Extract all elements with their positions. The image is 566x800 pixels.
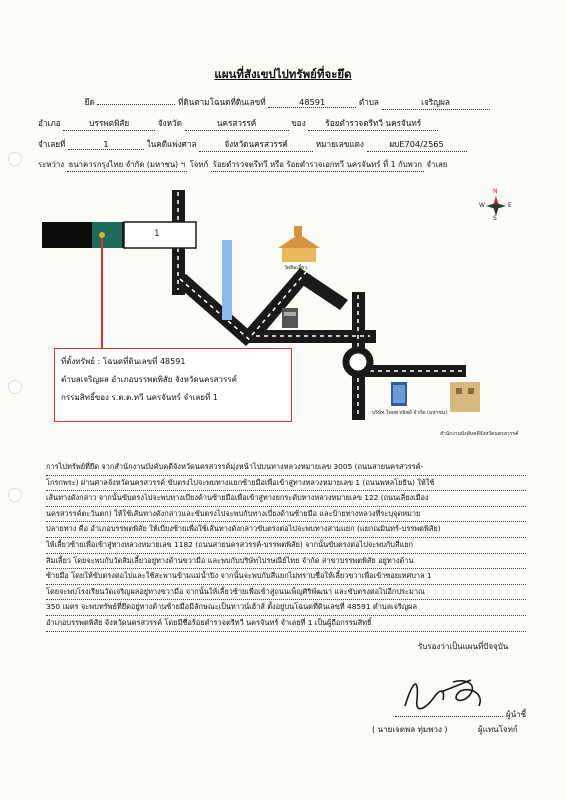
defendant-number: 1 bbox=[68, 139, 144, 150]
amphoe-label: อำเภอ bbox=[38, 118, 61, 128]
province-value: นครสวรรค์ bbox=[185, 117, 289, 131]
directions-line: ให้เลี้ยวซ้ายเพื่อเข้าสู่ทางหลวงหมายเลข 1182 (ถนนสายนครสวรรค์-บรรพตพิสัย) จากนั้นขับตรงต่อไปจะพบกับสี่แยก bbox=[46, 538, 526, 554]
province-label: จังหวัด bbox=[157, 118, 182, 128]
directions-text bbox=[46, 460, 526, 632]
directions-line: โกรกพระ) ผ่านศาลจังหวัดนครสวรรค์ ขับตรงไปจะพบทางแยกซ้ายมือเพื่อเข้าสู่ทางหลวงหมายเลข 1 (ถนนพหลโยธิน) ให้ใช้ bbox=[46, 476, 526, 492]
road-marker-white bbox=[124, 222, 196, 248]
company-label: บริษัท ไทยพาณิชย์ จำกัด (มหาชน) bbox=[372, 410, 448, 416]
plaintiff-suffix: โจทก์ bbox=[189, 160, 209, 169]
tambon-label: ตำบล bbox=[358, 97, 379, 107]
court-value: จังหวัดนครสวรรค์ bbox=[199, 138, 313, 152]
directions-line: การไปทรัพย์ที่ยึด จากสำนักงานบังคับคดีจังหวัดนครสวรรค์มุ่งหน้าไปบนทางหลวงหมายเลข 3005 (ถนนสายนครสวรรค์- bbox=[46, 460, 526, 476]
district-office-icon bbox=[450, 382, 480, 412]
directions-line: สิมเลี้ยว โดยจะพบกับวัดสิมเลี้ยวอยู่ทางด้านขวามือ และพบกับบริษัทไปรษณีย์ไทย จำกัด สาขาบรรพตพิสัย อยู่ทางด้าน bbox=[46, 554, 526, 570]
compass-w: W bbox=[479, 202, 485, 209]
defendant-label: จำเลยที่ bbox=[38, 139, 66, 149]
road-label: 1 bbox=[154, 229, 160, 239]
directions-line: นครสวรรค์ตะวันตก) ให้ใช้เส้นทางดังกล่าวและขับตรงไปจะพบกับทางเบี่ยงด้านซ้ายมือ และป้ายทางหลวงที่ระบุจุดหมาย bbox=[46, 507, 526, 523]
bank-icon bbox=[282, 308, 298, 328]
certify-text: รับรองว่าเป็นแผนที่ปัจจุบัน bbox=[418, 642, 509, 651]
bank-label: ธนาคารออมสิน สาขาบรรพตพิสัย bbox=[258, 331, 330, 337]
case-label: ในคดีแพ่งศาล bbox=[146, 139, 197, 149]
property-type: ที่ดินตามโฉนดที่ดินเลขที่ bbox=[177, 97, 266, 107]
directions-line: เส้นทางดังกล่าว จากนั้นขับตรงไปจะพบทางเบี่ยงด้านซ้ายมือเพื่อเข้าสู่ทางยกระดับทางหลวงหมายเลข 122 (ถนนเลี่ยงเมือง bbox=[46, 491, 526, 507]
between-label: ระหว่าง bbox=[38, 160, 65, 169]
signer-role: ผู้แทนโจทก์ bbox=[478, 725, 518, 734]
temple-icon bbox=[278, 226, 320, 262]
deed-number: 48591 bbox=[268, 97, 356, 108]
property-pin-icon bbox=[99, 232, 105, 238]
document-title: แผนที่สังเขปไปทรัพย์ที่จะยึด bbox=[214, 67, 352, 81]
amphoe-value: บรรพตพิสัย bbox=[63, 117, 155, 131]
road-start-block bbox=[42, 222, 92, 248]
district-office-label: สำนักงานบังคับคดีจังหวัดนครสวรรค์ bbox=[440, 431, 519, 437]
defendants-value: ร้อยตำรวจตรีทวี หรือ ร้อยตำรวจเอกทวี นครจันทร์ ที่ 1 กับพวก bbox=[211, 159, 424, 172]
road-junction-box bbox=[92, 222, 122, 248]
defendants-suffix: จำเลย bbox=[426, 160, 448, 169]
directions-line: ซ้ายมือ โดยให้ขับตรงต่อไปและใช้สะพานข้ามแม่น้ำปิง จากนั้นจะพบกับสี่แยกไม่ทราบชื่อให้เลี้ยวขวาเพื่อเข้าซอยเทศบาล 1 bbox=[46, 569, 526, 585]
compass-e: E bbox=[508, 202, 512, 209]
location-line-3: กรรมสิทธิ์ของ ร.ต.ต.ทวี นครจันทร์ จำเลยที่ 1 bbox=[61, 393, 218, 402]
location-box bbox=[54, 348, 292, 422]
signer-name: ( นายเจตพล ทุ่มพวง ) bbox=[372, 725, 448, 734]
of-label: ของ bbox=[291, 118, 306, 128]
location-line-2: ตำบลเจริญผล อำเภอบรรพตพิสัย จังหวัดนครสวรรค์ bbox=[61, 375, 237, 384]
plaintiff-value: ธนาคารกรุงไทย จำกัด (มหาชน) ฯ bbox=[67, 159, 188, 172]
compass-icon bbox=[486, 196, 506, 216]
punch-hole bbox=[8, 488, 22, 502]
drawer-label: ผู้นำชี้ bbox=[506, 710, 527, 719]
signature-mark bbox=[395, 670, 495, 720]
owner-value: ร้อยตำรวจตรีทวี นครจันทร์ bbox=[308, 117, 438, 131]
red-case-label: หมายเลขแดง bbox=[315, 139, 364, 149]
compass-n: N bbox=[493, 188, 498, 195]
roundabout bbox=[346, 350, 370, 374]
directions-line: อำเภอบรรพตพิสัย จังหวัดนครสวรรค์ โดยมีชื่อร้อยตำรวจตรีทวี นครจันทร์ จำเลยที่ 1 เป็นผู้ถือกรรมสิทธิ์ bbox=[46, 616, 526, 632]
directions-line: ปลายทาง คือ อำเภอบรรพตพิสัย ให้เบี่ยงซ้ายเพื่อใช้เส้นทางดังกล่าวขับตรงต่อไปจะพบทางสามแยก (แยกณมินทร์-บรรพตพิสัย) bbox=[46, 522, 526, 538]
temple-label: วัดสิมเลี้ยว bbox=[284, 265, 307, 271]
directions-line: โดยจะพบโรงเรียนวัดเจริญผลอยู่ทางขวามือ จากนั้นให้เลี้ยวซ้ายเพื่อเข้าสู่ถนนเพ็ญศิริพัฒนา และขับตรงต่อไปอีกประมาณ bbox=[46, 585, 526, 601]
company-building-icon bbox=[391, 382, 407, 406]
directions-line: 350 เมตร จะพบทรัพย์ที่ยึดอยู่ทางด้านซ้ายมือมีลักษณะเป็นทาวน์เฮ้าส์ ตั้งอยู่บนโฉนดที่ดินเลขที่ 48591 ตำบลเจริญผล bbox=[46, 600, 526, 616]
compass-s: S bbox=[493, 215, 497, 222]
signature-line bbox=[395, 716, 503, 717]
location-line-1: ที่ตั้งทรัพย์ : โฉนดที่ดินเลขที่ 48591 bbox=[61, 357, 186, 366]
red-case-number: ผบE704/2565 bbox=[367, 138, 467, 152]
tambon-value: เจริญผล bbox=[382, 96, 490, 110]
yield-label: ยึด bbox=[84, 97, 95, 107]
river bbox=[222, 240, 232, 320]
